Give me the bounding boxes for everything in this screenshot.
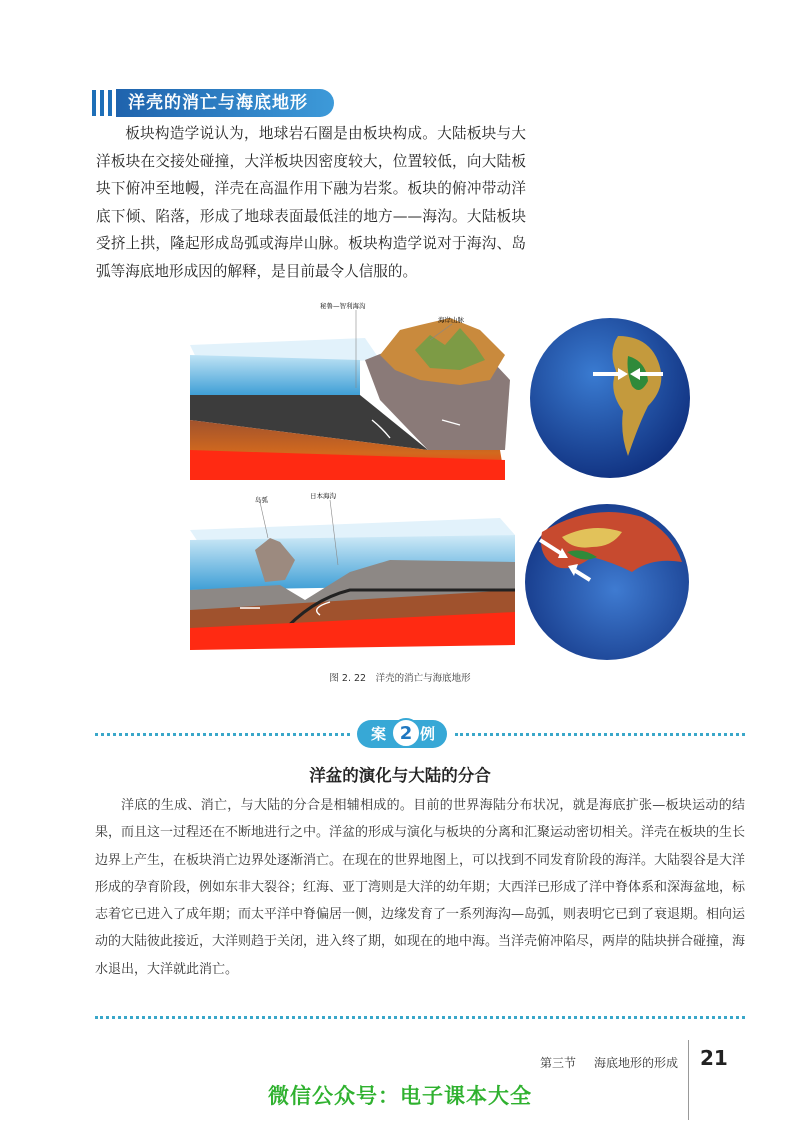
footer-section: 第三节 — [540, 1056, 577, 1070]
case-body — [95, 792, 745, 983]
case-banner — [357, 718, 447, 750]
globe-asia-pacific — [522, 502, 692, 662]
case-title: 洋盆的演化与大陆的分合 — [309, 766, 491, 785]
case-divider-right — [455, 733, 745, 736]
label-japan-trench: 日本海沟 — [310, 492, 336, 500]
diagram-japan-trench — [160, 490, 520, 650]
body-paragraph — [96, 120, 526, 286]
header-bars-decoration — [92, 90, 112, 116]
ocean-water — [190, 355, 360, 395]
section-title: 洋壳的消亡与海底地形 — [116, 89, 334, 117]
case-char-1: 案 — [371, 725, 387, 743]
label-peru-chile-trench: 秘鲁—智利海沟 — [320, 302, 366, 310]
case-char-2: 例 — [420, 725, 436, 743]
watermark: 微信公众号：电子课本大全 — [268, 1084, 532, 1108]
diagram-peru-chile-trench — [160, 300, 520, 485]
case-divider-left — [95, 733, 350, 736]
page-number: 21 — [700, 1046, 728, 1070]
label-island-arc: 岛弧 — [255, 496, 268, 504]
case-divider-bottom — [95, 1016, 745, 1019]
figure-caption: 图 2. 22 洋壳的消亡与海底地形 — [329, 673, 471, 684]
case-number: 2 — [391, 718, 421, 748]
label-coastal-mountains: 海岸山脉 — [438, 316, 464, 324]
globe-south-america — [528, 316, 693, 481]
case-text: 洋底的生成、消亡，与大陆的分合是相辅相成的。目前的世界海陆分布状况，就是海底扩张—板块运动的结果，而且这一过程还在不断地进行之中。洋盆的形成与演化与板块的分离和汇聚运动密切相关。洋壳在板块的生长边界上产生，在板块消亡边界处逐渐消亡。在现在的世界地图上，可以找到不同发育阶段的海洋。大陆裂谷是大洋形成的孕育阶段，例如东非大裂谷；红海、亚丁湾则是大洋的幼年期；大西洋已形成了洋中脊体系和深海盆地，标志着它已进入了成年期；而太平洋中脊偏居一侧，边缘发育了一系列海沟—岛弧，则表明它已到了衰退期。相向运动的大陆彼此接近，大洋则趋于关闭，进入终了期，如现在的地中海。当洋壳俯冲陷尽，两岸的陆块拼合碰撞，海水退出，大洋就此消亡。 — [95, 798, 746, 977]
body-text: 板块构造学说认为，地球岩石圈是由板块构成。大陆板块与大洋板块在交接处碰撞，大洋板块因密度较大，位置较低，向大陆板块下俯冲至地幔，洋壳在高温作用下融为岩浆。板块的俯冲带动洋底下倾、陷落，形成了地球表面最低洼的地方——海沟。大陆板块受挤上拱，隆起形成岛弧或海岸山脉。板块构造学说对于海沟、岛弧等海底地形成因的解释，是目前最令人信服的。 — [96, 125, 526, 280]
footer-title: 海底地形的形成 — [594, 1056, 679, 1070]
section-header — [92, 88, 334, 118]
